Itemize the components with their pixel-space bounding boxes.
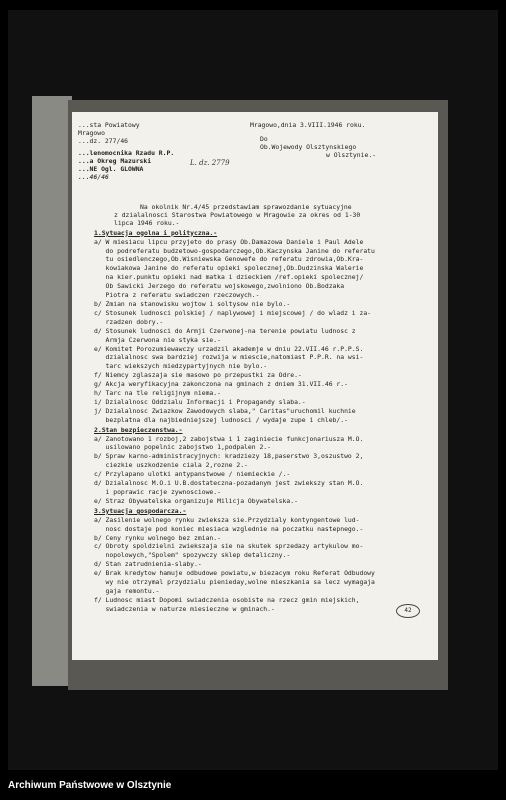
date-line: Mragowo,dnia 3.VIII.1946 roku.	[250, 122, 366, 129]
stamp	[78, 150, 190, 182]
section-item: e/ Straz Obywatelska organizuje Milicja Obywatelska.-	[94, 497, 298, 505]
section-item: b/ Ceny rynku wolnego bez zmian.-	[94, 534, 221, 542]
stamp-line: ...lenomocnika Rzadu R.P.	[78, 150, 175, 157]
intro-line: Na okolnik Nr.4/45 przedstawiam sprawozdanie sytuacyjne	[140, 204, 352, 211]
section-item: ciezkie uszkodzenie ciala 2,rozne 2.-	[94, 462, 248, 470]
section-title: 2.Stan bezpieczenstwa.-	[94, 425, 183, 434]
section-item: na kier.punktu opieki nad matka i dzieckiem /ref.opieki spolecznej/	[94, 274, 364, 282]
section-item: h/ Tarc na tle religijnym niema.-	[94, 390, 221, 398]
section-item: e/ Brak kredytow hamuje odbudowe powiatu,w biezacym roku Referat Odbudowy	[94, 570, 375, 578]
section-item: swiadczenia w naturze miesieczne w gminach.-	[94, 605, 275, 613]
section-item: f/ Ludnosc miast Dopomi swiadczenia osobiste na rzecz gmin miejskich,	[94, 596, 360, 604]
stamp-line: ...a Okreg Mazurski	[78, 157, 152, 165]
sender-line: ...dz. 277/46	[78, 137, 129, 145]
section-item: nosc dostaje pod koniec miesiaca wzglednie na poczatku nastepnego.-	[94, 525, 364, 533]
section-item: wy nie otrzymal przydzialu pienieday,wolne mieszkania sa lecz wymagaja	[94, 579, 375, 587]
section-item: usilowano popelnic zabojstwo 1,podpalen 2.-	[94, 444, 271, 452]
section-item: a/ Zasilenie wolnego rynku zwieksza sie.Przydzialy kontyngentowe lud-	[94, 516, 360, 524]
archive-footer	[0, 772, 506, 800]
section-item: c/ Stosunek ludnosci polskiej / naplywowej i miejscowej / do wladz i za-	[94, 309, 372, 317]
document-body	[94, 204, 434, 614]
section-item: rzadzen dobry.-	[94, 318, 164, 326]
section-item: d/ Stan zatrudnienia-slaby.-	[94, 561, 202, 569]
stamp-line: ...NE Ogl. GLOWNA	[78, 165, 144, 173]
section-item: g/ Akcja weryfikacyjna zakonczona na gminach z dniem 31.VII.46 r.-	[94, 381, 348, 389]
section-title: 3.Sytuacja gospodarcza.-	[94, 506, 187, 515]
date-header	[250, 122, 430, 160]
section-item: c/ Obroty spoldzielni zwiekszaja sie na skutek sprzedazy artykulow mo-	[94, 543, 364, 551]
city: w Olsztynie.-	[326, 151, 377, 159]
section-item: d/ Stosunek ludnosci do Armji Czerwonej-na terenie powiatu ludnosc z	[94, 327, 356, 335]
section-item: e/ Komitet Porozumiewawczy urzadzil akademje w dniu 22.VII.46 r.P.P.S.	[94, 345, 364, 353]
stamp-line: ...46/46	[78, 173, 109, 181]
document-page	[72, 112, 438, 660]
section-title: 1.Sytuacja ogolna i polityczna.-	[94, 228, 218, 237]
section-item: c/ Przylapano ulotki antypanstwowe / niemieckie /.-	[94, 471, 291, 479]
folder-binder	[32, 96, 72, 686]
section-item: j/ Dzialalnosc Zwiazkow Zawodowych slaba," Caritas"uruchomil kuchnie	[94, 407, 356, 415]
sender-line: Mragowo	[78, 129, 105, 137]
section-item: kowiakowa Janine do referatu opieki spolecznej,Ob.Dudzinska Walerie	[94, 265, 364, 273]
section-item: Ob Sawicki Jerzego do referatu wojskowego,zwolniono Ob.Bodzaka	[94, 283, 345, 291]
section-item: tu osiedlenczego,Ob.Wisniewska Genowefe do referatu zdrowia,Ob.Kra-	[94, 256, 364, 264]
section-item: i/ Dzialalnosc Oddzialu Informacji i Propagandy slaba.-	[94, 398, 306, 406]
doc-number: L. dz. 2779	[190, 159, 230, 167]
section-item: do podreferatu budzetowo-gospodarczego,Ob.Kaczynska Janine do referatu	[94, 247, 375, 255]
sections	[94, 230, 434, 614]
to-label: Do	[260, 135, 268, 143]
section-item: Armja Czerwona nie styka sie.-	[94, 336, 221, 344]
section-item: tarc wiekszych miedzypartyjnych nie bylo.-	[94, 363, 268, 371]
section-item: nopolowych,"Spolem" spozywczy sklep detaliczny.-	[94, 552, 291, 560]
sender-header	[78, 122, 198, 146]
section-item: b/ Zmian na stanowisku wojtow i soltysow nie bylo.-	[94, 300, 291, 308]
section-item: d/ Dzialalnosc M.O.i U.B.dostateczna-pozadanym jest zwiekszy stan M.O.	[94, 480, 364, 488]
section-item: f/ Niemcy zglaszaja sie masowo po przepustki za Odre.-	[94, 372, 302, 380]
section-item: Piotra z referatu swiadczen rzeczowych.-	[94, 292, 260, 300]
section-item: bezplatna dla najbiedniejszej ludnosci / wydaje zupe i chleb/.-	[94, 416, 348, 424]
section-item: dzialalnosc swa bardziej rozwija w miescie,natomiast P.P.R. na wsi-	[94, 354, 364, 362]
section-item: a/ Zanotowano 1 rozboj,2 zabojstwa i 1 zaginiecie funkcjonariusza M.O.	[94, 435, 364, 443]
intro-line: lipca 1946 roku.-	[114, 219, 180, 227]
addressee: Ob.Wojewody Olsztynskiego	[260, 143, 357, 151]
section-item: b/ Spraw karno-administracyjnych: kradziezy 18,paserstwo 3,oszustwo 2,	[94, 453, 364, 461]
section-item: gaja remontu.-	[94, 587, 160, 595]
section-item: a/ W miesiacu lipcu przyjeto do prasy Ob.Damazowa Daniele i Paul Adele	[94, 238, 364, 246]
intro-line: z dzialalnosci Starostwa Powiatowego w Mragowie za okres od 1-30	[114, 211, 361, 219]
page-number: 42	[396, 604, 420, 618]
sender-line: ...sta Powiatowy	[78, 122, 140, 129]
section-item: i poprawic racje zywnosciowe.-	[94, 489, 221, 496]
archive-name: Archiwum Państwowe w Olsztynie	[8, 780, 172, 791]
